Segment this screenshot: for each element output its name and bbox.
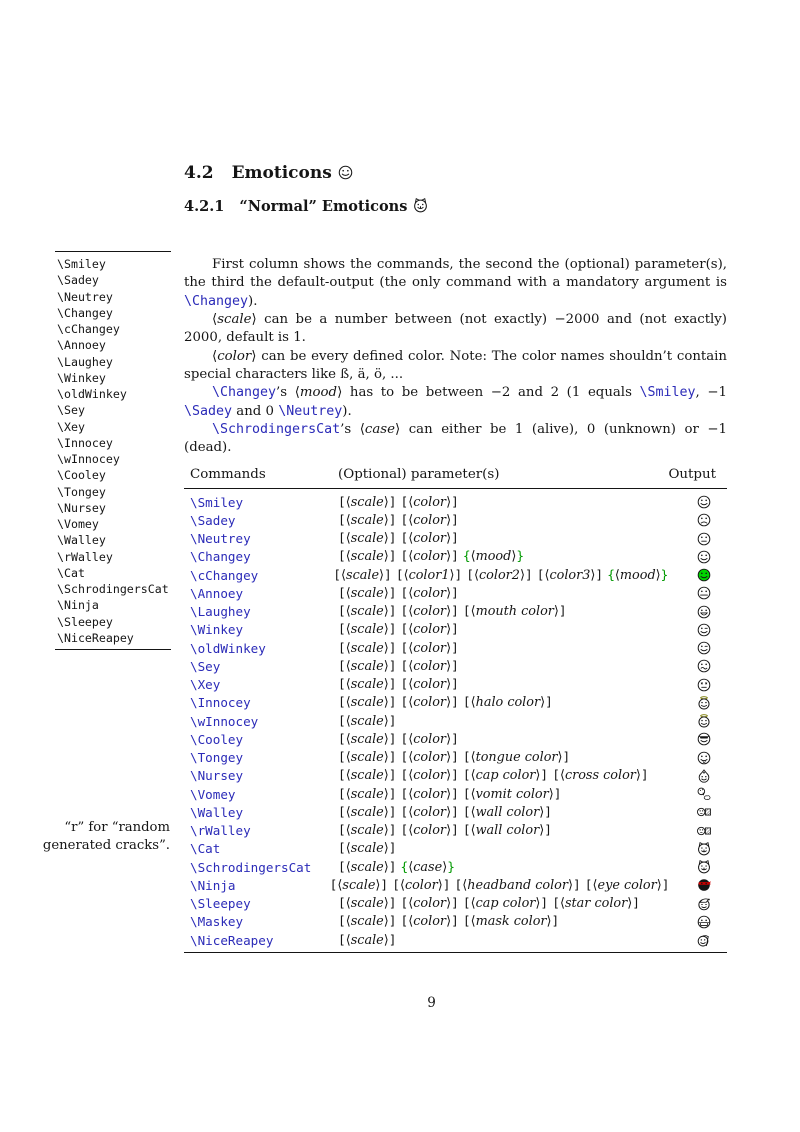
- meta-variable: ⟨scale⟩: [345, 658, 389, 674]
- meta-variable: ⟨color⟩: [408, 750, 452, 766]
- ninja-emoticon-icon: [697, 878, 711, 892]
- body-paragraph: ⟨scale⟩ can be a number between (not exactly) −2000 and (not exactly) 2000, default is 1.: [184, 312, 727, 346]
- margin-command: \Ninja: [57, 598, 99, 613]
- table-row: [184, 858, 727, 876]
- winkey-emoticon-icon: [697, 623, 711, 637]
- nursey-emoticon-icon: [697, 769, 711, 783]
- row-output: [667, 659, 727, 673]
- meta-variable: ⟨wall color⟩: [470, 804, 545, 820]
- row-output: [668, 568, 727, 582]
- row-parameters: [⟨scale⟩] [⟨color⟩]: [338, 531, 459, 547]
- meta-variable: ⟨scale⟩: [345, 604, 389, 620]
- command-link[interactable]: \Sadey: [184, 403, 233, 419]
- row-output: [667, 550, 727, 564]
- table-row: [184, 584, 727, 602]
- meta-variable: ⟨color⟩: [408, 604, 452, 620]
- meta-variable: ⟨scale⟩: [345, 731, 389, 747]
- smiley-emoticon-icon: [697, 550, 711, 564]
- margin-command: \Annoey: [57, 338, 106, 353]
- row-parameters: [⟨scale⟩] [⟨color⟩]: [338, 494, 459, 510]
- row-output: [667, 586, 727, 600]
- row-parameters: [⟨scale⟩] [⟨color⟩] [⟨wall color⟩]: [338, 823, 552, 839]
- margin-command: \Cat: [57, 565, 85, 580]
- command-link[interactable]: \Sadey: [190, 512, 236, 528]
- meta-variable: ⟨mood⟩: [294, 385, 343, 401]
- smiley-emoticon-icon: [697, 495, 711, 509]
- command-link[interactable]: \Cooley: [190, 731, 244, 747]
- meta-variable: ⟨color⟩: [408, 494, 452, 510]
- row-parameters: [⟨scale⟩] [⟨color1⟩] [⟨color2⟩] [⟨color3⟩] {⟨mood⟩}: [333, 567, 669, 583]
- margin-command: \rWalley: [57, 549, 113, 564]
- command-link[interactable]: \rWalley: [190, 823, 251, 839]
- meta-variable: ⟨color⟩: [408, 622, 452, 638]
- section-title: Emoticons: [231, 163, 332, 183]
- row-output: [667, 532, 727, 546]
- row-parameters: [⟨scale⟩]: [338, 713, 397, 729]
- margin-command: \Neutrey: [57, 289, 113, 304]
- row-parameters: [⟨scale⟩] [⟨color⟩] [⟨wall color⟩]: [338, 804, 552, 820]
- body-paragraph: First column shows the commands, the second the (optional) parameter(s), the third the default-output (the only command with a mandatory argument is \Changey).: [184, 257, 727, 309]
- meta-variable: ⟨color⟩: [408, 695, 452, 711]
- meta-variable: ⟨color⟩: [408, 823, 452, 839]
- command-link[interactable]: \SchrodingersCat: [190, 859, 312, 875]
- row-output: [667, 696, 727, 710]
- meta-variable: ⟨color2⟩: [474, 567, 525, 583]
- cat-emoticon-icon: [697, 860, 711, 874]
- xey-emoticon-icon: [697, 678, 711, 692]
- command-link[interactable]: \Annoey: [190, 585, 244, 601]
- command-link[interactable]: \Smiley: [639, 385, 696, 401]
- margin-command: \NiceReapey: [57, 630, 134, 645]
- table-row: [184, 931, 727, 949]
- table-row: [184, 566, 727, 584]
- meta-variable: ⟨mood⟩: [614, 567, 661, 583]
- meta-variable: ⟨tongue color⟩: [470, 750, 563, 766]
- table-row: [184, 676, 727, 694]
- meta-variable: ⟨scale⟩: [345, 786, 389, 802]
- reapey-emoticon-icon: [697, 933, 711, 947]
- table-row: [184, 621, 727, 639]
- margin-note: “r” for “random generated cracks”.: [42, 820, 170, 854]
- meta-variable: ⟨scale⟩: [345, 622, 389, 638]
- meta-variable: ⟨color⟩: [408, 768, 452, 784]
- row-parameters: [⟨scale⟩] [⟨color⟩]: [338, 512, 459, 528]
- section-heading: [184, 163, 353, 185]
- row-output: [667, 623, 727, 637]
- margin-command: \cChangey: [57, 322, 120, 336]
- meta-variable: ⟨color⟩: [408, 731, 452, 747]
- command-link[interactable]: \Neutrey: [278, 403, 343, 419]
- command-link[interactable]: \Maskey: [190, 914, 244, 930]
- meta-variable: ⟨scale⟩: [341, 567, 385, 583]
- command-link[interactable]: \Vomey: [190, 786, 236, 802]
- command-link[interactable]: \Cat: [190, 841, 221, 857]
- meta-variable: ⟨scale⟩: [345, 768, 389, 784]
- table-row: [184, 767, 727, 785]
- meta-variable: ⟨mask color⟩: [470, 914, 552, 930]
- meta-variable: ⟨mouth color⟩: [470, 604, 559, 620]
- margin-command: \Xey: [57, 419, 85, 434]
- command-link[interactable]: \Winkey: [190, 622, 244, 638]
- row-parameters: [⟨scale⟩] [⟨color⟩] [⟨halo color⟩]: [338, 695, 553, 711]
- meta-variable: ⟨scale⟩: [345, 750, 389, 766]
- meta-variable: ⟨color⟩: [408, 658, 452, 674]
- command-link[interactable]: \SchrodingersCat: [212, 422, 341, 438]
- meta-variable: ⟨scale⟩: [345, 932, 389, 948]
- meta-variable: ⟨scale⟩: [345, 677, 389, 693]
- table-row: [184, 603, 727, 621]
- command-link[interactable]: \NiceReapey: [190, 932, 274, 948]
- meta-variable: ⟨halo color⟩: [470, 695, 546, 711]
- row-parameters: [⟨scale⟩] [⟨color⟩] [⟨vomit color⟩]: [338, 786, 562, 802]
- row-output: [667, 824, 727, 838]
- laughey-emoticon-icon: [697, 605, 711, 619]
- row-output: [667, 513, 727, 527]
- command-link[interactable]: \cChangey: [190, 567, 259, 583]
- table-row: [184, 913, 727, 931]
- tongey-emoticon-icon: [697, 751, 711, 765]
- margin-command: \Sleepey: [57, 614, 113, 629]
- table-row: [184, 785, 727, 803]
- meta-variable: ⟨scale⟩: [345, 804, 389, 820]
- row-output: [667, 860, 727, 874]
- meta-variable: ⟨color⟩: [408, 786, 452, 802]
- meta-variable: ⟨color⟩: [408, 531, 452, 547]
- margin-command: \wInnocey: [57, 452, 120, 466]
- body-paragraph: \SchrodingersCat’s ⟨case⟩ can either be 1 (alive), 0 (unknown) or −1 (dead).: [184, 422, 727, 456]
- meta-variable: ⟨scale⟩: [345, 585, 389, 601]
- row-parameters: [⟨scale⟩] [⟨color⟩]: [338, 731, 459, 747]
- row-output: [667, 787, 727, 801]
- margin-command: \Vomey: [57, 517, 99, 531]
- row-output: [667, 678, 727, 692]
- meta-variable: ⟨color⟩: [408, 549, 452, 565]
- header-output: Output: [668, 467, 716, 482]
- margin-command: \Laughey: [57, 354, 113, 369]
- table-row: [184, 511, 727, 529]
- table-row: [184, 548, 727, 566]
- body-text: [184, 256, 727, 458]
- meta-variable: ⟨eye color⟩: [592, 877, 662, 893]
- meta-variable: ⟨scale⟩: [345, 914, 389, 930]
- row-parameters: [⟨scale⟩] [⟨color⟩]: [338, 585, 459, 601]
- row-output: [667, 751, 727, 765]
- meta-variable: ⟨color⟩: [408, 585, 452, 601]
- meta-variable: ⟨color⟩: [408, 896, 452, 912]
- walley-emoticon-icon: [697, 824, 711, 838]
- meta-variable: ⟨headband color⟩: [462, 877, 573, 893]
- table-row: [184, 694, 727, 712]
- header-parameters: (Optional) parameter(s): [338, 467, 500, 482]
- walley-emoticon-icon: [697, 805, 711, 819]
- command-link[interactable]: \Neutrey: [190, 531, 251, 547]
- meta-variable: ⟨scale⟩: [212, 312, 257, 328]
- meta-variable: ⟨color⟩: [408, 804, 452, 820]
- meta-variable: ⟨scale⟩: [345, 713, 389, 729]
- body-paragraph: ⟨color⟩ can be every defined color. Note: The color names shouldn’t contain special characters like ß, ä, ö, ...: [184, 348, 727, 383]
- meta-variable: ⟨color⟩: [399, 877, 443, 893]
- command-link[interactable]: \Changey: [190, 549, 251, 565]
- row-parameters: [⟨scale⟩] [⟨color⟩] [⟨tongue color⟩]: [338, 750, 571, 766]
- meta-variable: ⟨mood⟩: [470, 549, 517, 565]
- margin-command: \Tongey: [57, 484, 106, 499]
- meta-variable: ⟨color⟩: [212, 348, 257, 364]
- command-link[interactable]: \Laughey: [190, 604, 251, 620]
- command-link[interactable]: \Nursey: [190, 768, 244, 784]
- row-parameters: [⟨scale⟩] [⟨color⟩] [⟨cap color⟩] [⟨cross color⟩]: [338, 768, 649, 784]
- command-link[interactable]: \Changey: [212, 385, 277, 401]
- header-commands: Commands: [190, 467, 266, 482]
- meta-variable: ⟨scale⟩: [345, 859, 389, 875]
- meta-variable: ⟨scale⟩: [345, 549, 389, 565]
- meta-variable: ⟨scale⟩: [345, 494, 389, 510]
- meta-variable: ⟨color3⟩: [544, 567, 596, 583]
- command-link[interactable]: \Sleepey: [190, 896, 251, 912]
- meta-variable: ⟨color⟩: [408, 640, 452, 656]
- meta-variable: ⟨scale⟩: [345, 695, 389, 711]
- row-output: [667, 641, 727, 655]
- page-number: 9: [427, 995, 436, 1011]
- command-link[interactable]: \Sey: [190, 658, 221, 674]
- meta-variable: ⟨scale⟩: [345, 841, 389, 857]
- sleepey-emoticon-icon: [697, 897, 711, 911]
- row-output: [667, 933, 727, 947]
- table-row: [184, 895, 727, 913]
- table-row: [184, 639, 727, 657]
- command-link[interactable]: \Smiley: [190, 494, 244, 510]
- row-output: [669, 878, 727, 892]
- row-parameters: [⟨scale⟩] [⟨color⟩]: [338, 640, 459, 656]
- margin-command: \oldWinkey: [57, 387, 127, 401]
- margin-command: \SchrodingersCat: [57, 582, 169, 596]
- row-output: [667, 714, 727, 728]
- cat-emoticon-icon: [697, 842, 711, 856]
- row-output: [667, 897, 727, 911]
- smiley-icon: [338, 165, 353, 185]
- winkey-emoticon-icon: [697, 641, 711, 655]
- row-parameters: [⟨scale⟩] [⟨color⟩] {⟨mood⟩}: [338, 549, 525, 565]
- annoey-emoticon-icon: [697, 586, 711, 600]
- meta-variable: ⟨scale⟩: [345, 640, 389, 656]
- meta-variable: ⟨scale⟩: [345, 512, 389, 528]
- command-table: [184, 467, 727, 953]
- table-row: [184, 530, 727, 548]
- table-row: [184, 803, 727, 821]
- table-body: [184, 489, 727, 949]
- meta-variable: ⟨color1⟩: [403, 567, 455, 583]
- subsection-heading: [184, 198, 428, 217]
- row-parameters: [⟨scale⟩]: [338, 841, 397, 857]
- command-link[interactable]: \oldWinkey: [190, 640, 266, 656]
- margin-command: \Cooley: [57, 468, 106, 483]
- meta-variable: ⟨cap color⟩: [470, 896, 541, 912]
- section-number: 4.2: [184, 163, 214, 183]
- row-parameters: [⟨scale⟩] [⟨color⟩]: [338, 677, 459, 693]
- subsection-title: “Normal” Emoticons: [239, 198, 408, 215]
- table-row: [184, 730, 727, 748]
- command-link[interactable]: \Xey: [190, 677, 221, 693]
- maskey-emoticon-icon: [697, 915, 711, 929]
- row-parameters: [⟨scale⟩] [⟨color⟩] [⟨cap color⟩] [⟨star color⟩]: [338, 896, 640, 912]
- body-paragraph: \Changey’s ⟨mood⟩ has to be between −2 and 2 (1 equals \Smiley, −1 \Sadey and 0 \Neutrey).: [184, 385, 727, 419]
- margin-command: \Winkey: [57, 370, 106, 385]
- innocey-emoticon-icon: [697, 696, 711, 710]
- neutrey-emoticon-icon: [697, 532, 711, 546]
- table-row: [184, 749, 727, 767]
- meta-variable: ⟨cap color⟩: [470, 768, 541, 784]
- innocey-emoticon-icon: [697, 714, 711, 728]
- command-link[interactable]: \Changey: [184, 293, 249, 309]
- meta-variable: ⟨scale⟩: [345, 823, 389, 839]
- row-parameters: [⟨scale⟩] [⟨color⟩]: [338, 622, 459, 638]
- margin-command: \Sey: [57, 403, 85, 418]
- meta-variable: ⟨case⟩: [359, 422, 401, 438]
- row-parameters: [⟨scale⟩] {⟨case⟩}: [338, 859, 455, 875]
- meta-variable: ⟨color⟩: [408, 914, 452, 930]
- table-bottom-rule: [184, 952, 727, 953]
- table-row: [184, 840, 727, 858]
- command-link[interactable]: \Walley: [190, 804, 244, 820]
- margin-command: \Walley: [57, 533, 106, 548]
- row-parameters: [⟨scale⟩] [⟨color⟩]: [338, 658, 459, 674]
- table-row: [184, 493, 727, 511]
- meta-variable: ⟨scale⟩: [345, 531, 389, 547]
- vomey-emoticon-icon: [697, 787, 711, 801]
- table-row: [184, 712, 727, 730]
- meta-variable: ⟨scale⟩: [337, 877, 381, 893]
- margin-command-list: [55, 251, 171, 650]
- row-parameters: [⟨scale⟩] [⟨color⟩] [⟨mask color⟩]: [338, 914, 560, 930]
- row-output: [667, 495, 727, 509]
- table-row: [184, 657, 727, 675]
- margin-command: \Smiley: [57, 257, 106, 271]
- command-link[interactable]: \Ninja: [190, 877, 236, 893]
- meta-variable: ⟨color⟩: [408, 677, 452, 693]
- row-output: [667, 732, 727, 746]
- table-row: [184, 876, 727, 894]
- sey-emoticon-icon: [697, 659, 711, 673]
- margin-command: \Innocey: [57, 435, 113, 450]
- row-parameters: [⟨scale⟩] [⟨color⟩] [⟨mouth color⟩]: [338, 604, 567, 620]
- table-row: [184, 822, 727, 840]
- meta-variable: ⟨scale⟩: [345, 896, 389, 912]
- row-output: [667, 842, 727, 856]
- row-output: [667, 915, 727, 929]
- row-parameters: [⟨scale⟩]: [338, 932, 397, 948]
- meta-variable: ⟨case⟩: [408, 859, 448, 875]
- row-output: [667, 805, 727, 819]
- meta-variable: ⟨cross color⟩: [559, 768, 641, 784]
- margin-list-bottom-rule: [55, 649, 171, 650]
- margin-command: \Sadey: [57, 273, 99, 288]
- command-link[interactable]: \Innocey: [190, 695, 251, 711]
- table-header-row: [184, 467, 727, 488]
- meta-variable: ⟨vomit color⟩: [470, 786, 554, 802]
- command-link[interactable]: \Tongey: [190, 750, 244, 766]
- meta-variable: ⟨wall color⟩: [470, 823, 545, 839]
- row-parameters: [⟨scale⟩] [⟨color⟩] [⟨headband color⟩] [⟨eye color⟩]: [329, 877, 670, 893]
- greensmiley-emoticon-icon: [697, 568, 711, 582]
- cooley-emoticon-icon: [697, 732, 711, 746]
- meta-variable: ⟨color⟩: [408, 512, 452, 528]
- cat-icon: [413, 198, 428, 217]
- command-link[interactable]: \wInnocey: [190, 713, 259, 729]
- sadey-emoticon-icon: [697, 513, 711, 527]
- row-output: [667, 769, 727, 783]
- row-output: [667, 605, 727, 619]
- meta-variable: ⟨star color⟩: [559, 896, 633, 912]
- margin-command-items: [55, 252, 171, 649]
- margin-command: \Nursey: [57, 500, 106, 515]
- subsection-number: 4.2.1: [184, 198, 225, 215]
- margin-command: \Changey: [57, 305, 113, 320]
